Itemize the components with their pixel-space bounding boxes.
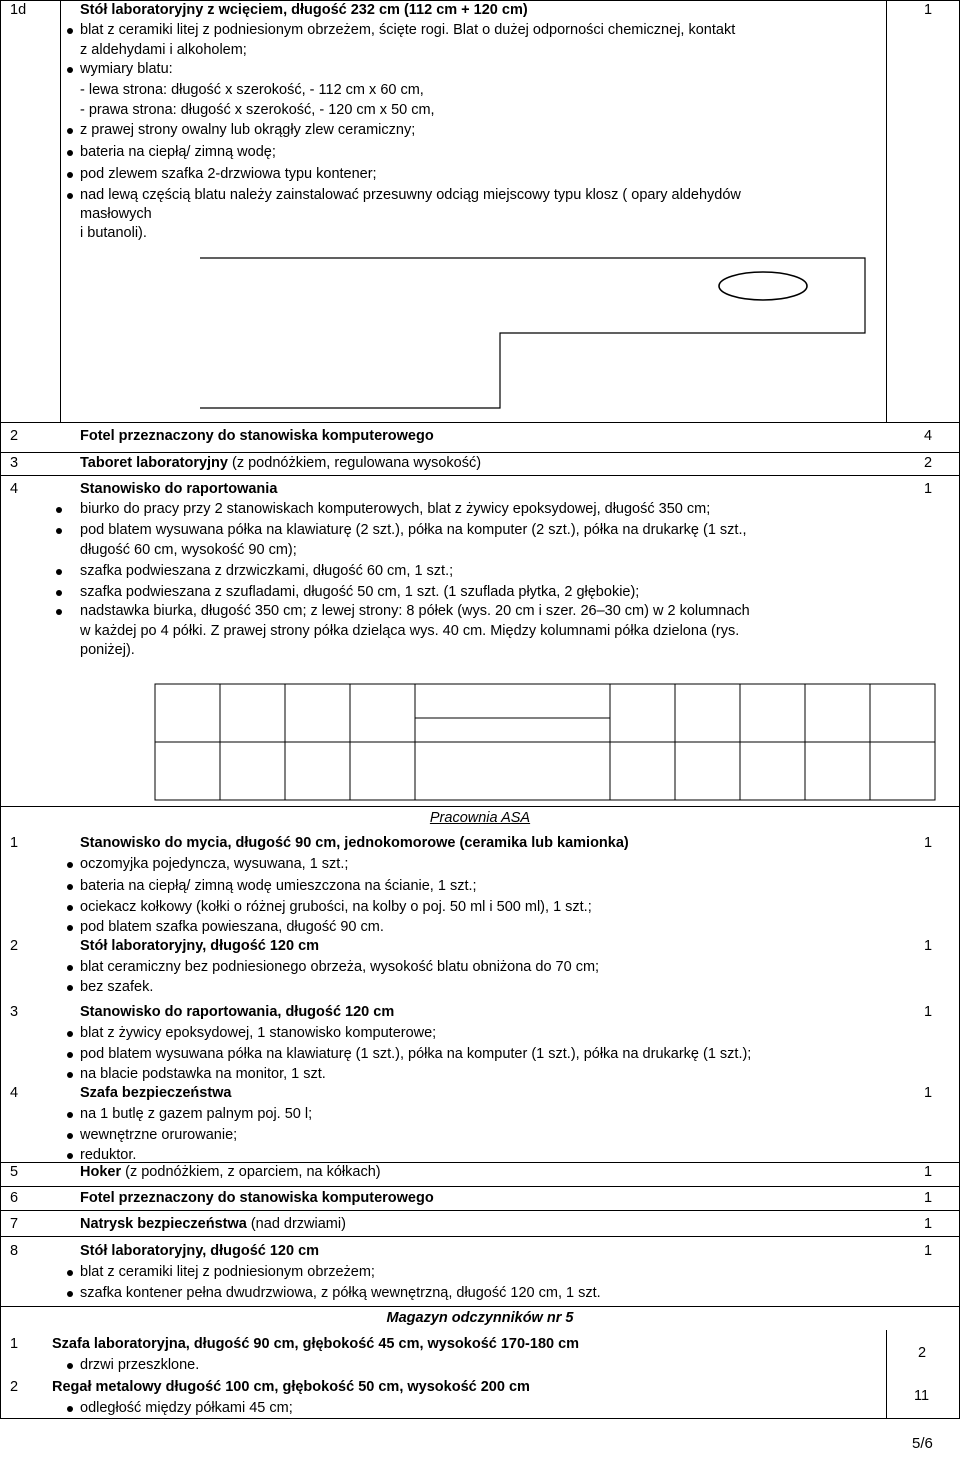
item-line: nad lewą częścią blatu należy zainstalować przesuwny odciąg miejscowy typu klosz ( opary aldehydów: [80, 187, 741, 203]
item-title: Taboret laboratoryjny: [80, 455, 228, 471]
item-note: (z podnóżkiem, z oparciem, na kółkach): [121, 1164, 381, 1180]
item-line: z prawej strony owalny lub okrągły zlew ceramiczny;: [80, 122, 416, 138]
bullet: [67, 1270, 73, 1276]
row-number: 3: [10, 455, 19, 471]
item-line: długość 60 cm, wysokość 90 cm);: [80, 542, 297, 558]
item-line: blat z ceramiki litej z podniesionym obrzeżem, ścięte rogi. Blat o dużej odporności chemicznej, kontakt: [80, 22, 736, 38]
item-line: ociekacz kołkowy (kołki o różnej grubości, na kolby o poj. 50 ml i 500 ml), 1 szt.;: [80, 899, 592, 915]
item-line: szafka podwieszana z drzwiczkami, długość 60 cm, 1 szt.;: [80, 563, 454, 579]
bullet: [67, 862, 73, 868]
item-quantity: 1: [924, 1243, 933, 1259]
item-title: Fotel przeznaczony do stanowiska komputerowego: [80, 428, 434, 444]
item-line: - lewa strona: długość x szerokość, - 112 cm x 60 cm,: [80, 82, 424, 98]
item-title: Stół laboratoryjny, długość 120 cm: [80, 1243, 320, 1259]
item-line: pod zlewem szafka 2-drzwiowa typu kontener;: [80, 166, 377, 182]
item-quantity: 11: [914, 1388, 930, 1404]
item-quantity: 1: [924, 1004, 933, 1020]
item-line: pod blatem szafka powieszana, długość 90 cm.: [80, 919, 384, 935]
bullet: [67, 1133, 73, 1139]
bullet: [67, 884, 73, 890]
item-quantity: 4: [924, 428, 933, 444]
item-note: (z podnóżkiem, regulowana wysokość): [227, 455, 482, 471]
item-line: odległość między półkami 45 cm;: [80, 1400, 293, 1416]
row-number: 6: [10, 1190, 19, 1206]
bullet: [67, 1112, 73, 1118]
item-title: Hoker: [80, 1164, 122, 1180]
row-number: 2: [10, 938, 19, 954]
item-line: bateria na ciepłą/ zimną wodę;: [80, 144, 276, 160]
row-number: 2: [10, 1379, 19, 1395]
bullet: [56, 507, 62, 513]
bullet: [56, 609, 62, 615]
item-line: blat z ceramiki litej z podniesionym obrzeżem;: [80, 1264, 375, 1280]
row-number: 2: [10, 428, 19, 444]
item-line: reduktor.: [80, 1147, 137, 1163]
bullet: [67, 1072, 73, 1078]
item-line: z aldehydami i alkoholem;: [80, 42, 247, 58]
bullet: [56, 569, 62, 575]
item-quantity: 2: [924, 455, 933, 471]
item-title: Fotel przeznaczony do stanowiska komputerowego: [80, 1190, 434, 1206]
row-number: 1: [10, 835, 19, 851]
item-title: Natrysk bezpieczeństwa: [80, 1216, 247, 1232]
row-divider: [0, 1236, 960, 1237]
item-quantity: 1: [924, 1190, 933, 1206]
row-number: 4: [10, 481, 19, 497]
table-outline-drawing: [0, 0, 960, 422]
item-line: i butanoli).: [80, 225, 147, 241]
item-title: Szafa bezpieczeństwa: [80, 1085, 232, 1101]
bullet: [56, 528, 62, 534]
row-number: 3: [10, 1004, 19, 1020]
table-border-bottom: [0, 1418, 960, 1419]
sink-outline: [719, 272, 807, 300]
item-line: wymiary blatu:: [80, 61, 173, 77]
row-divider: [0, 422, 960, 423]
item-line: pod blatem wysuwana półka na klawiaturę (2 szt.), półka na komputer (2 szt.), półka na drukarkę (1 szt.,: [80, 522, 747, 538]
item-line: blat z żywicy epoksydowej, 1 stanowisko komputerowe;: [80, 1025, 437, 1041]
item-line: oczomyjka pojedyncza, wysuwana, 1 szt.;: [80, 856, 349, 872]
page-number: 5/6: [912, 1435, 933, 1452]
row-number: 7: [10, 1216, 19, 1232]
bullet: [67, 905, 73, 911]
row-number: 1: [10, 1336, 19, 1352]
bullet: [67, 1031, 73, 1037]
item-title: Stanowisko do raportowania, długość 120 cm: [80, 1004, 395, 1020]
section-heading: Pracownia ASA: [429, 810, 531, 826]
item-line: masłowych: [80, 206, 152, 222]
item-quantity: 1: [924, 835, 933, 851]
item-quantity: 1: [924, 2, 933, 18]
item-line: nadstawka biurka, długość 350 cm; z lewej strony: 8 półek (wys. 20 cm i szer. 26–30 cm) w 2 kolumnach: [80, 603, 750, 619]
item-quantity: 1: [924, 1216, 933, 1232]
item-line: szafka podwieszana z szufladami, długość 50 cm, 1 szt. (1 szuflada płytka, 2 głębokie);: [80, 584, 640, 600]
item-line: bateria na ciepłą/ zimną wodę umieszczona na ścianie, 1 szt.;: [80, 878, 477, 894]
item-quantity: 1: [924, 1164, 933, 1180]
item-line: na blacie podstawka na monitor, 1 szt.: [80, 1066, 326, 1082]
bullet: [67, 985, 73, 991]
row-number: 4: [10, 1085, 19, 1101]
item-title: Stół laboratoryjny, długość 120 cm: [80, 938, 320, 954]
bullet: [67, 925, 73, 931]
row-number: 5: [10, 1164, 19, 1180]
item-line: w każdej po 4 półki. Z prawej strony półka dzieląca wys. 40 cm. Między kolumnami półka dzielona (rys.: [80, 623, 740, 639]
item-line: na 1 butlę z gazem palnym poj. 50 l;: [80, 1106, 313, 1122]
item-quantity: 1: [924, 481, 933, 497]
row-number: 8: [10, 1243, 19, 1259]
item-quantity: 1: [924, 938, 933, 954]
row-divider: [0, 475, 960, 476]
row-divider: [0, 1186, 960, 1187]
section-heading: Magazyn odczynników nr 5: [386, 1310, 574, 1326]
bullet: [67, 965, 73, 971]
bullet: [67, 1406, 73, 1412]
item-line: blat ceramiczny bez podniesionego obrzeża, wysokość blatu obniżona do 70 cm;: [80, 959, 600, 975]
row-divider: [0, 1210, 960, 1211]
item-title: Stanowisko do mycia, długość 90 cm, jednokomorowe (ceramika lub kamionka): [80, 835, 629, 851]
shelving-drawing: [0, 670, 960, 810]
item-line: poniżej).: [80, 642, 135, 658]
item-line: wewnętrzne orurowanie;: [80, 1127, 238, 1143]
column-divider: [886, 1330, 887, 1418]
item-quantity: 1: [924, 1085, 933, 1101]
bullet: [56, 590, 62, 596]
item-title: Stół laboratoryjny z wcięciem, długość 232 cm (112 cm + 120 cm): [80, 2, 528, 18]
bullet: [67, 1153, 73, 1159]
item-title: Szafa laboratoryjna, długość 90 cm, głębokość 45 cm, wysokość 170-180 cm: [52, 1336, 580, 1352]
item-line: drzwi przeszklone.: [80, 1357, 200, 1373]
bullet: [67, 1291, 73, 1297]
item-note: (nad drzwiami): [246, 1216, 346, 1232]
item-quantity: 2: [918, 1345, 927, 1361]
item-title: Stanowisko do raportowania: [80, 481, 278, 497]
bullet: [67, 1363, 73, 1369]
bullet: [67, 1052, 73, 1058]
row-divider: [0, 1306, 960, 1307]
item-line: pod blatem wysuwana półka na klawiaturę (1 szt.), półka na komputer (1 szt.), półka na drukarkę (1 szt.);: [80, 1046, 752, 1062]
item-line: szafka kontener pełna dwudrzwiowa, z półką wewnętrzną, długość 120 cm, 1 szt.: [80, 1285, 601, 1301]
row-number: 1d: [10, 2, 27, 18]
item-line: - prawa strona: długość x szerokość, - 120 cm x 50 cm,: [80, 102, 435, 118]
item-line: biurko do pracy przy 2 stanowiskach komputerowych, blat z żywicy epoksydowej, długość 350 cm;: [80, 501, 711, 517]
item-title: Regał metalowy długość 100 cm, głębokość 50 cm, wysokość 200 cm: [52, 1379, 530, 1395]
item-line: bez szafek.: [80, 979, 154, 995]
